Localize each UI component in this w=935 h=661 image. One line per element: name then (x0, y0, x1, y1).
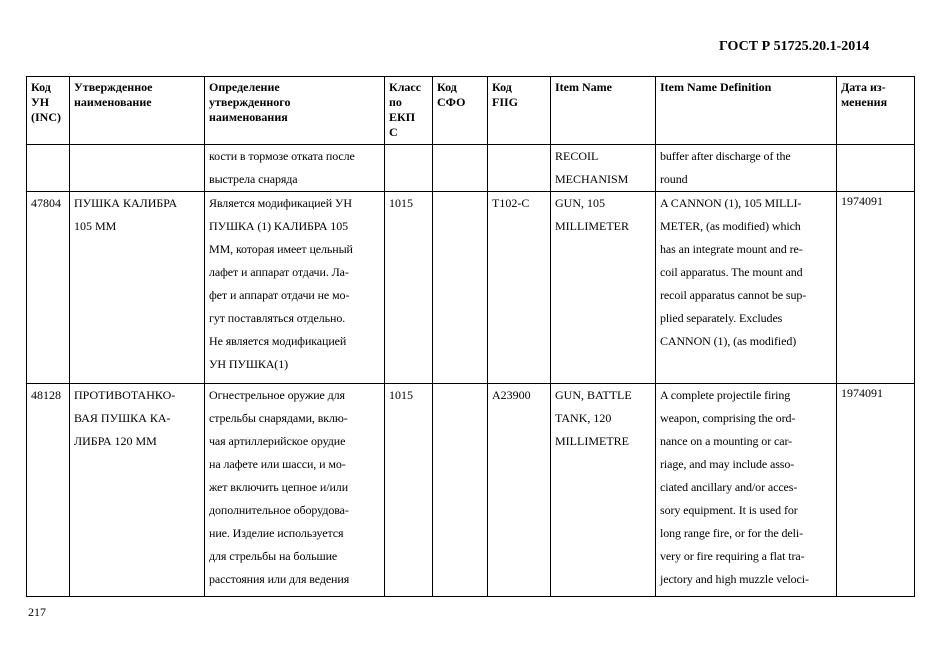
document-standard-number: ГОСТ Р 51725.20.1-2014 (719, 39, 870, 54)
table-cell (385, 145, 433, 192)
column-header-item-name: Item Name (551, 77, 656, 145)
table-cell: ПРОТИВОТАНКО- ВАЯ ПУШКА КА- ЛИБРА 120 ММ (70, 384, 205, 597)
table-cell: 47804 (27, 192, 70, 384)
table-cell: A CANNON (1), 105 MILLI- METER, (as modified) which has an integrate mount and re- coil apparatus. The mount and recoil apparatus cannot be sup- plied separately. Excludes CANNON (1), (as modified) (656, 192, 837, 384)
column-header-item-name-definition: Item Name Definition (656, 77, 837, 145)
table-cell: A23900 (488, 384, 551, 597)
column-header-definition: Определение утвержденного наименования (205, 77, 385, 145)
table-row (27, 384, 915, 597)
table-cell: 48128 (27, 384, 70, 597)
table-cell: RECOIL MECHANISM (551, 145, 656, 192)
table-cell: T102-C (488, 192, 551, 384)
table-cell: 1974091 (837, 192, 915, 384)
table-cell: 1015 (385, 384, 433, 597)
page-number: 217 (28, 605, 46, 619)
table-cell: ПУШКА КАЛИБРА 105 ММ (70, 192, 205, 384)
table-cell: buffer after discharge of the round (656, 145, 837, 192)
table-cell: Огнестрельное оружие для стрельбы снарядами, вклю- чая артиллерийское орудие на лафете или шасси, и мо- жет включить цепное и/или дополнительное оборудова- ние. Изделие используется для стрельбы на большие расстояния или для ведения (205, 384, 385, 597)
table-cell: кости в тормозе отката после выстрела снаряда (205, 145, 385, 192)
column-header-sfo: Код СФО (433, 77, 488, 145)
table-cell (70, 145, 205, 192)
column-header-class: Класс по ЕКП С (385, 77, 433, 145)
table-cell (433, 145, 488, 192)
column-header-approved-name: Утвержденное наименование (70, 77, 205, 145)
column-header-change-date: Дата из- менения (837, 77, 915, 145)
table-cell (27, 145, 70, 192)
table-row (27, 192, 915, 384)
column-header-fiig: Код FIIG (488, 77, 551, 145)
table-cell (488, 145, 551, 192)
table-cell (433, 192, 488, 384)
table-row (27, 145, 915, 192)
table-cell: Является модификацией УН ПУШКА (1) КАЛИБРА 105 ММ, которая имеет цельный лафет и аппарат отдачи. Ла- фет и аппарат отдачи не мо- гут поставляться отдельно. Не является модификацией УН ПУШКА(1) (205, 192, 385, 384)
column-header-inc: Код УН (INC) (27, 77, 70, 145)
table-cell (433, 384, 488, 597)
table-cell (837, 145, 915, 192)
table-cell: A complete projectile firing weapon, comprising the ord- nance on a mounting or car- riage, and may include asso- ciated ancillary and/or acces- sory equipment. It is used for long range fire, or for the deli- very or fire requiring a flat tra- jectory and high muzzle veloci- (656, 384, 837, 597)
table-header-row (27, 77, 915, 145)
table-cell: 1015 (385, 192, 433, 384)
table-cell: 1974091 (837, 384, 915, 597)
table-cell: GUN, 105 MILLIMETER (551, 192, 656, 384)
table-cell: GUN, BATTLE TANK, 120 MILLIMETRE (551, 384, 656, 597)
catalog-table (26, 76, 915, 597)
